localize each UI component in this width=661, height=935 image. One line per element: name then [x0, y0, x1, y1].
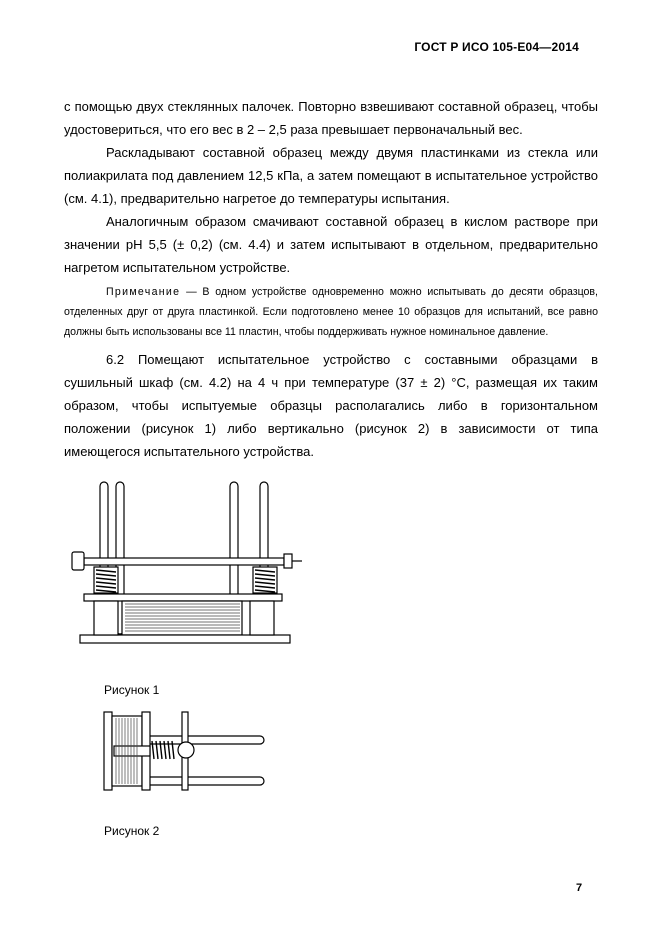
figure-1-caption: Рисунок 1 — [104, 683, 160, 697]
figure-2-vertical-device — [100, 708, 270, 796]
note — [64, 282, 598, 342]
section-6-2: 6.2 Помещают испытательное устройство с составными образцами в сушильный шкаф (см. 4.2) на 4 ч при температуре (37 ± 2) °С, размещая их таким образом, чтобы испытуемые образцы располагались либо в горизонтальном положении (рисунок 1) либо вертикально (рисунок 2) в зависимости от типа имеющегося испытательного устройства. — [64, 352, 598, 459]
page-number: 7 — [576, 882, 583, 894]
figure-2-caption: Рисунок 2 — [104, 824, 160, 838]
body-text — [64, 95, 598, 463]
paragraph-acid-solution: Аналогичным образом смачивают составной образец в кислом растворе при значении pH 5,5 (± 0,2) (см. 4.4) и затем испытывают в отдельном, предварительно нагретом испытательном устройстве. — [64, 214, 598, 275]
note-label: Примечание — [106, 286, 181, 298]
note-text: — В одном устройстве одновременно можно испытывать до десяти образцов, отделенных друг от друга пластинкой. Если подготовлено менее 10 образцов для испытаний, все равно должны быть использованы все 11 пластин, чтобы поддерживать нужное номинальное давление. — [64, 286, 598, 338]
figure-1-horizontal-device — [70, 478, 310, 648]
document-code-header: ГОСТ Р ИСО 105-E04—2014 — [414, 40, 579, 54]
paragraph-continuation: с помощью двух стеклянных палочек. Повторно взвешивают составной образец, чтобы удостовериться, что его вес в 2 – 2,5 раза превышает первоначальный вес. — [64, 99, 598, 137]
paragraph-pressing: Раскладывают составной образец между двумя пластинками из стекла или полиакрилата под давлением 12,5 кПа, а затем помещают в испытательное устройство (см. 4.1), предварительно нагретое до температуры испытания. — [64, 145, 598, 206]
